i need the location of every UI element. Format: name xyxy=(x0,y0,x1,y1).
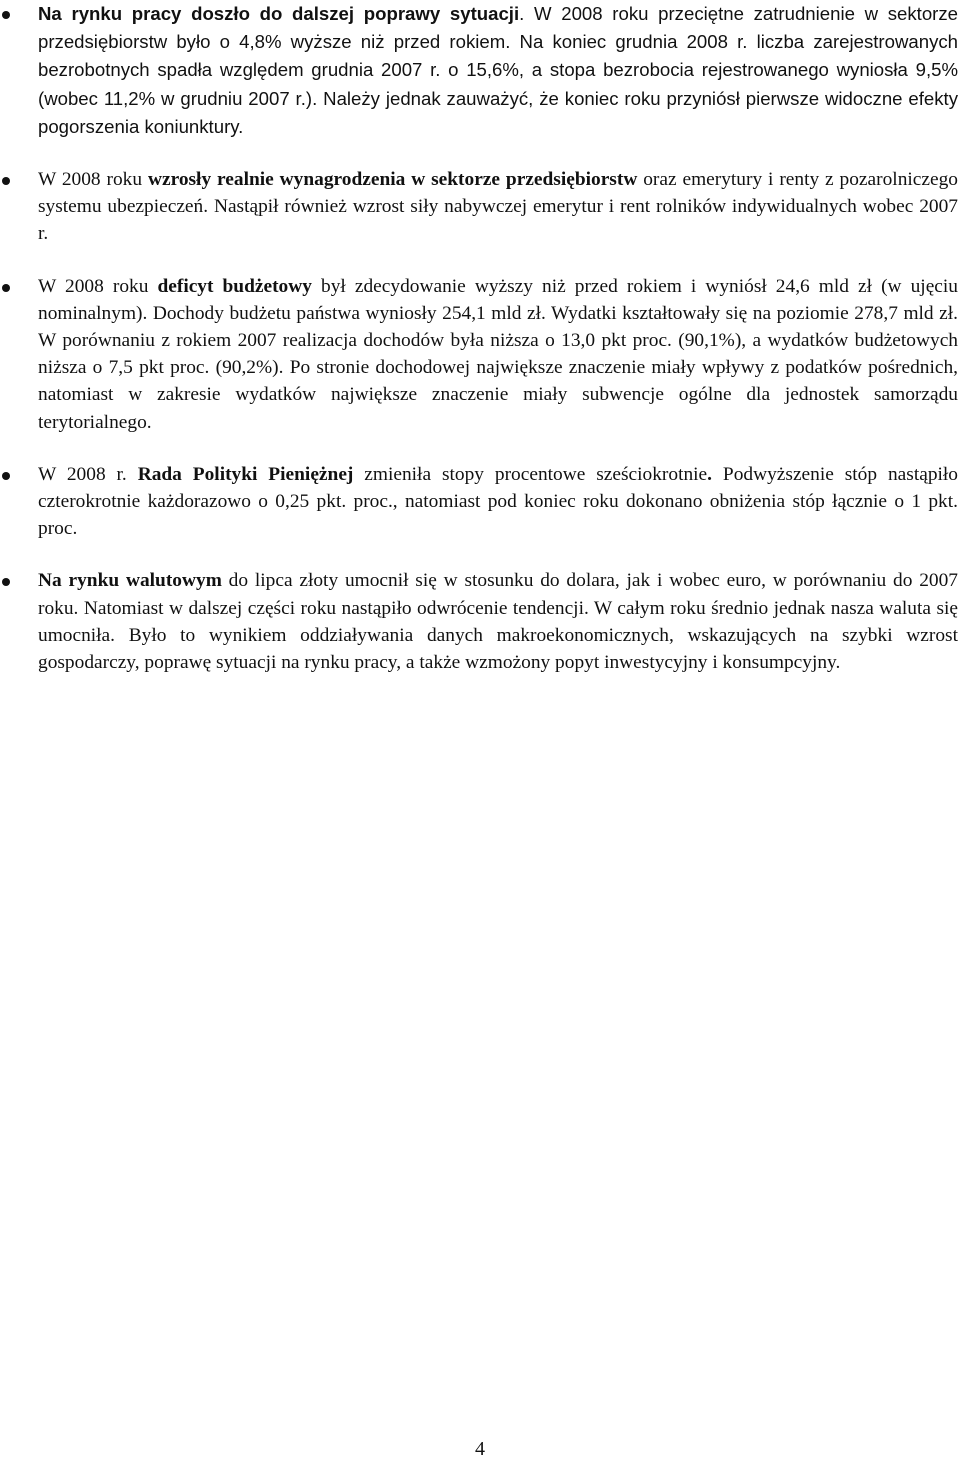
bullet-icon xyxy=(2,11,10,19)
bullet-icon xyxy=(2,284,10,292)
text-run: zmieniła stopy procentowe sześciokrotnie xyxy=(353,463,708,485)
text-run: W 2008 roku xyxy=(38,169,148,191)
bold-phrase: Na rynku walutowym xyxy=(38,570,222,592)
page-number: 4 xyxy=(475,1438,485,1460)
paragraph-text xyxy=(38,570,958,673)
text-run: . W 2008 roku przeciętne zatrudnienie w sektorze przedsiębiorstw było o 4,8% wyższe niż przed rokiem. Na koniec grudnia 2008 r. liczba zarejestrowanych bezrobotnych spadła względem grudnia 2007 r. o 15,6%, a stopa bezrobocia rejestrowanego wyniosła 9,5% (wobec 11,2% w grudniu 2007 r.). Należy jednak zauważyć, że koniec roku przyniósł pierwsze widoczne efekty pogorszenia koniunktury. xyxy=(38,3,958,137)
bullet-icon xyxy=(2,472,10,480)
bullet-icon xyxy=(2,578,10,586)
bold-phrase: . xyxy=(707,463,713,485)
paragraph-text xyxy=(38,169,958,244)
bullet-item-labor-market xyxy=(0,0,958,141)
text-run: był zdecydowanie wyższy niż przed rokiem i wyniósł 24,6 mld zł (w ujęciu nominalnym). Dochody budżetu państwa wyniosły 254,1 mld zł. Wydatki kształtowały się na poziomie 278,7 mld zł. W porównaniu z rokiem 2007 realizacja dochodów była niższa o 13,0 pkt proc. (90,1%), a wydatków budżetowych niższa o 7,5 pkt proc. (90,2%). Po stronie dochodowej największe znaczenie miały wpływy z podatków pośrednich, natomiast w zakresie wydatków największe znaczenie miały subwencje ogólne dla jednostek samorządu terytorialnego. xyxy=(38,275,958,433)
bullet-item-monetary-policy xyxy=(0,461,958,543)
bold-phrase: Rada Polityki Pieniężnej xyxy=(137,463,354,485)
bold-phrase: wzrosły realnie wynagrodzenia w sektorze przedsiębiorstw xyxy=(147,169,638,191)
bold-phrase: deficyt budżetowy xyxy=(157,275,312,297)
paragraph-text xyxy=(38,276,958,433)
bold-phrase: Na rynku pracy doszło do dalszej poprawy sytuacji xyxy=(38,3,520,24)
bullet-list xyxy=(0,0,958,676)
bullet-item-budget-deficit xyxy=(0,273,958,436)
text-run: oraz emerytury i renty z pozarolniczego systemu ubezpieczeń. Nastąpił również wzrost siły nabywczej emerytur i rent rolników indywidualnych wobec 2007 r. xyxy=(38,169,958,245)
text-run: W 2008 roku xyxy=(38,275,158,297)
text-run: do lipca złoty umocnił się w stosunku do dolara, jak i wobec euro, w porównaniu do 2007 roku. Natomiast w dalszej części roku nastąpiło odwrócenie tendencji. W całym roku średnio jednak nasza waluta się umocniła. Było to wynikiem oddziaływania danych makroekonomicznych, wskazujących na szybki wzrost gospodarczy, poprawę sytuacji na rynku pracy, a także wzmożony popyt inwestycyjny i konsumpcyjny. xyxy=(38,570,958,674)
text-run: Podwyższenie stóp nastąpiło czterokrotnie każdorazowo o 0,25 pkt. proc., natomiast pod koniec roku dokonano obniżenia stóp łącznie o 1 pkt. proc. xyxy=(38,463,958,540)
bullet-icon xyxy=(2,177,10,185)
paragraph-text xyxy=(38,464,958,539)
bullet-item-currency-market xyxy=(0,567,958,676)
bullet-item-wages xyxy=(0,166,958,248)
paragraph-text xyxy=(38,3,958,137)
text-run: W 2008 r. xyxy=(38,463,138,485)
